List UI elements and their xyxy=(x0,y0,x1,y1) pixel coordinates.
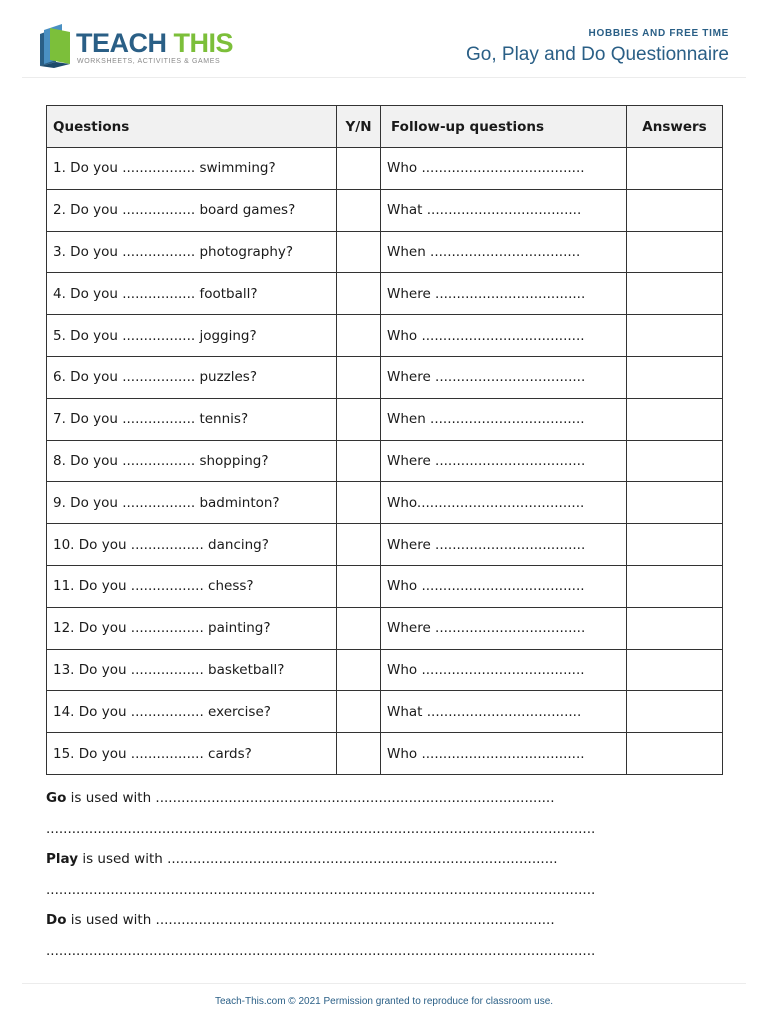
table-row xyxy=(47,649,723,691)
usage-keyword: Go xyxy=(46,790,67,806)
usage-line xyxy=(46,908,722,939)
copyright-footer: Teach-This.com © 2021 Permission granted to reproduce for classroom use. xyxy=(214,996,554,1007)
yes-no-cell[interactable] xyxy=(337,691,381,733)
table-row xyxy=(47,440,723,482)
answer-cell[interactable] xyxy=(627,524,723,566)
usage-blank[interactable]: ................................................................................................................................ xyxy=(46,820,596,837)
answer-cell[interactable] xyxy=(627,565,723,607)
follow-up-cell: Where ................................... xyxy=(381,273,627,315)
yes-no-cell[interactable] xyxy=(337,189,381,231)
yes-no-cell[interactable] xyxy=(337,315,381,357)
question-cell: 13. Do you ................. basketball? xyxy=(47,649,337,691)
table-row xyxy=(47,356,723,398)
yes-no-cell[interactable] xyxy=(337,356,381,398)
question-cell: 5. Do you ................. jogging? xyxy=(47,315,337,357)
follow-up-cell: Where ................................... xyxy=(381,607,627,649)
yes-no-cell[interactable] xyxy=(337,398,381,440)
table-row xyxy=(47,607,723,649)
yes-no-cell[interactable] xyxy=(337,607,381,649)
table-row xyxy=(47,482,723,524)
follow-up-cell: What .................................... xyxy=(381,189,627,231)
table-row xyxy=(47,733,723,775)
yes-no-cell[interactable] xyxy=(337,482,381,524)
answer-cell[interactable] xyxy=(627,649,723,691)
follow-up-cell: When ................................... xyxy=(381,231,627,273)
table-row xyxy=(47,189,723,231)
question-cell: 12. Do you ................. painting? xyxy=(47,607,337,649)
answer-cell[interactable] xyxy=(627,482,723,524)
answer-cell[interactable] xyxy=(627,440,723,482)
yes-no-cell[interactable] xyxy=(337,649,381,691)
table-row xyxy=(47,524,723,566)
follow-up-cell: Who ...................................... xyxy=(381,148,627,190)
table-row xyxy=(47,398,723,440)
question-cell: 3. Do you ................. photography? xyxy=(47,231,337,273)
logo-this: THIS xyxy=(173,28,234,58)
question-cell: 15. Do you ................. cards? xyxy=(47,733,337,775)
yes-no-cell[interactable] xyxy=(337,440,381,482)
follow-up-cell: Who ...................................... xyxy=(381,733,627,775)
follow-up-cell: Where ................................... xyxy=(381,524,627,566)
book-icon xyxy=(36,24,74,68)
footer-divider xyxy=(22,983,746,984)
question-cell: 9. Do you ................. badminton? xyxy=(47,482,337,524)
logo-teach: TEACH xyxy=(76,28,167,58)
header-questions: Questions xyxy=(47,106,337,148)
page-header xyxy=(22,18,746,78)
question-cell: 4. Do you ................. football? xyxy=(47,273,337,315)
question-cell: 8. Do you ................. shopping? xyxy=(47,440,337,482)
question-cell: 11. Do you ................. chess? xyxy=(47,565,337,607)
yes-no-cell[interactable] xyxy=(337,733,381,775)
table-row xyxy=(47,273,723,315)
question-cell: 1. Do you ................. swimming? xyxy=(47,148,337,190)
yes-no-cell[interactable] xyxy=(337,231,381,273)
table-header-row xyxy=(47,106,723,148)
answer-cell[interactable] xyxy=(627,315,723,357)
logo-tagline: WORKSHEETS, ACTIVITIES & GAMES xyxy=(77,58,221,65)
table-row xyxy=(47,565,723,607)
table-row xyxy=(47,691,723,733)
questionnaire-table xyxy=(46,105,723,775)
usage-line xyxy=(46,786,722,817)
teach-this-logo xyxy=(36,24,236,68)
follow-up-cell: Who ...................................... xyxy=(381,565,627,607)
table-row xyxy=(47,148,723,190)
answer-cell[interactable] xyxy=(627,189,723,231)
follow-up-cell: Who ...................................... xyxy=(381,315,627,357)
usage-blank[interactable]: is used with ............................................................................................. xyxy=(66,912,555,928)
follow-up-cell: Who....................................... xyxy=(381,482,627,524)
usage-section xyxy=(46,786,722,969)
question-cell: 2. Do you ................. board games? xyxy=(47,189,337,231)
usage-blank[interactable]: is used with ............................................................................................. xyxy=(66,790,555,806)
question-cell: 6. Do you ................. puzzles? xyxy=(47,356,337,398)
follow-up-cell: Where ................................... xyxy=(381,440,627,482)
header-answers: Answers xyxy=(627,106,723,148)
follow-up-cell: Where ................................... xyxy=(381,356,627,398)
header-yes-no: Y/N xyxy=(337,106,381,148)
answer-cell[interactable] xyxy=(627,273,723,315)
question-cell: 14. Do you ................. exercise? xyxy=(47,691,337,733)
question-cell: 10. Do you ................. dancing? xyxy=(47,524,337,566)
table-row xyxy=(47,315,723,357)
header-follow-up: Follow-up questions xyxy=(381,106,627,148)
usage-blank[interactable]: is used with ........................................................................................... xyxy=(78,851,558,867)
yes-no-cell[interactable] xyxy=(337,565,381,607)
usage-keyword: Do xyxy=(46,912,67,928)
usage-line xyxy=(46,878,722,909)
usage-blank[interactable]: ................................................................................................................................ xyxy=(46,942,596,959)
follow-up-cell: What .................................... xyxy=(381,691,627,733)
usage-line xyxy=(46,939,722,970)
follow-up-cell: Who ...................................... xyxy=(381,649,627,691)
usage-line xyxy=(46,817,722,848)
topic-label: HOBBIES AND FREE TIME xyxy=(588,28,729,39)
follow-up-cell: When .................................... xyxy=(381,398,627,440)
answer-cell[interactable] xyxy=(627,231,723,273)
usage-keyword: Play xyxy=(46,851,79,867)
usage-blank[interactable]: ................................................................................................................................ xyxy=(46,881,596,898)
question-cell: 7. Do you ................. tennis? xyxy=(47,398,337,440)
yes-no-cell[interactable] xyxy=(337,148,381,190)
yes-no-cell[interactable] xyxy=(337,273,381,315)
logo-wordmark xyxy=(76,28,233,58)
questionnaire-body xyxy=(47,148,723,775)
usage-line xyxy=(46,847,722,878)
table-row xyxy=(47,231,723,273)
answer-cell[interactable] xyxy=(627,733,723,775)
answer-cell[interactable] xyxy=(627,356,723,398)
answer-cell[interactable] xyxy=(627,398,723,440)
yes-no-cell[interactable] xyxy=(337,524,381,566)
answer-cell[interactable] xyxy=(627,148,723,190)
answer-cell[interactable] xyxy=(627,691,723,733)
worksheet-title: Go, Play and Do Questionnaire xyxy=(466,44,729,65)
answer-cell[interactable] xyxy=(627,607,723,649)
